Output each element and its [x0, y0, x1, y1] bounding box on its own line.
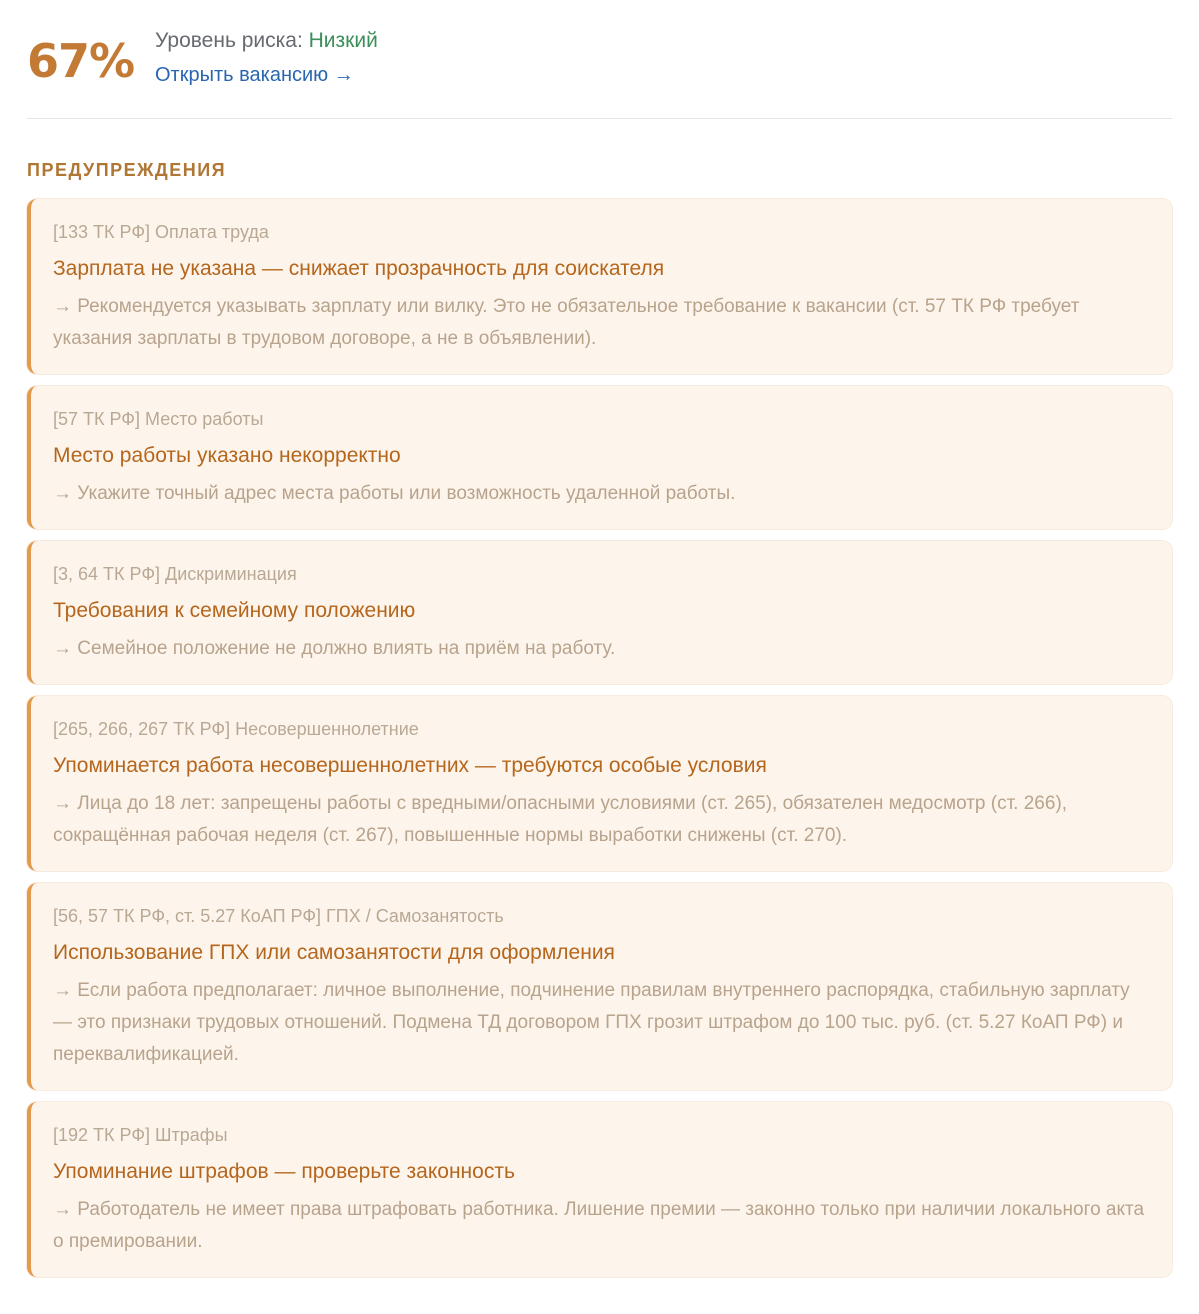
warnings-list — [27, 199, 1172, 1277]
warning-recommendation: → Если работа предполагает: личное выполнение, подчинение правилам внутреннего распорядка, стабильную зарплату — это признаки трудовых отношений. Подмена ТД договором ГПХ грозит штрафом до 100 тыс. руб. (ст. 5.27 КоАП РФ) и переквалификацией. — [53, 980, 1130, 1065]
warning-tag: [265, 266, 267 ТК РФ] Несовершеннолетние — [53, 719, 419, 739]
warning-title: Место работы указано некорректно — [53, 444, 401, 467]
result-meta — [155, 28, 378, 88]
warning-title: Упоминание штрафов — проверьте законность — [53, 1160, 515, 1183]
warnings-section-title: ПРЕДУПРЕЖДЕНИЯ — [27, 160, 227, 180]
risk-level — [155, 28, 378, 54]
risk-level-value: Низкий — [308, 29, 378, 52]
header-divider — [27, 118, 1172, 119]
compliance-score: 67% — [27, 34, 135, 88]
result-header — [27, 0, 1172, 90]
warning-tag: [57 ТК РФ] Место работы — [53, 409, 264, 429]
warning-title: Требования к семейному положению — [53, 599, 416, 622]
warning-recommendation: → Рекомендуется указывать зарплату или вилку. Это не обязательное требование к вакансии (ст. 57 ТК РФ требует указания зарплаты в трудовом договоре, а не в объявлении). — [53, 296, 1080, 349]
warning-recommendation: → Укажите точный адрес места работы или возможность удаленной работы. — [53, 483, 736, 504]
warning-tag: [3, 64 ТК РФ] Дискриминация — [53, 564, 297, 584]
risk-level-label: Уровень риска: — [155, 29, 309, 52]
warning-recommendation: → Работодатель не имеет права штрафовать работника. Лишение премии — законно только при наличии локального акта о премировании. — [53, 1199, 1145, 1252]
warning-card — [27, 199, 1172, 374]
warning-title: Упоминается работа несовершеннолетних — требуются особые условия — [53, 754, 767, 777]
warning-title: Зарплата не указана — снижает прозрачность для соискателя — [53, 257, 665, 280]
warning-recommendation: → Лица до 18 лет: запрещены работы с вредными/опасными условиями (ст. 265), обязателен медосмотр (ст. 266), сокращённая рабочая неделя (ст. 267), повышенные нормы выработки снижены (ст. 270). — [53, 793, 1068, 846]
warning-card — [27, 386, 1172, 529]
warning-tag: [133 ТК РФ] Оплата труда — [53, 222, 269, 242]
open-vacancy-link[interactable]: Открыть вакансию → — [155, 64, 354, 86]
warning-card — [27, 883, 1172, 1090]
warning-tag: [192 ТК РФ] Штрафы — [53, 1125, 228, 1145]
warning-title: Использование ГПХ или самозанятости для оформления — [53, 941, 615, 964]
warning-card — [27, 1102, 1172, 1277]
warning-card — [27, 541, 1172, 684]
warning-tag: [56, 57 ТК РФ, ст. 5.27 КоАП РФ] ГПХ / Самозанятость — [53, 906, 504, 926]
warning-card — [27, 696, 1172, 871]
warning-recommendation: → Семейное положение не должно влиять на приём на работу. — [53, 638, 616, 659]
